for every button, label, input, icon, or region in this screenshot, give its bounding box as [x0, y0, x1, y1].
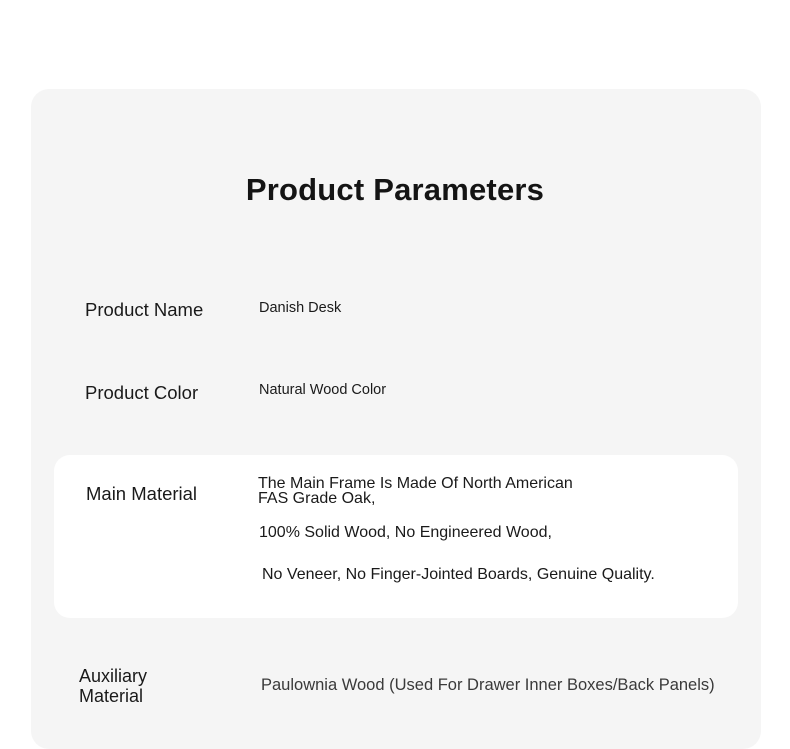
main-material-line-1: The Main Frame Is Made Of North American: [258, 475, 573, 492]
product-color-value: Natural Wood Color: [259, 382, 387, 398]
product-color-label: Product Color: [85, 382, 199, 403]
product-name-label: Product Name: [85, 299, 204, 320]
auxiliary-material-label: [79, 666, 199, 706]
main-material-label: Main Material: [86, 483, 198, 504]
page-title: Product Parameters: [245, 172, 545, 207]
auxiliary-label-line-2: Material: [79, 686, 144, 706]
auxiliary-label-line-1: Auxiliary: [79, 666, 148, 686]
auxiliary-material-value: Paulownia Wood (Used For Drawer Inner Boxes/Back Panels): [261, 676, 715, 694]
product-name-value: Danish Desk: [259, 300, 342, 316]
main-material-line-2: FAS Grade Oak,: [258, 490, 376, 507]
main-material-line-3: 100% Solid Wood, No Engineered Wood,: [259, 524, 552, 541]
main-material-line-4: No Veneer, No Finger-Jointed Boards, Genuine Quality.: [262, 566, 655, 583]
